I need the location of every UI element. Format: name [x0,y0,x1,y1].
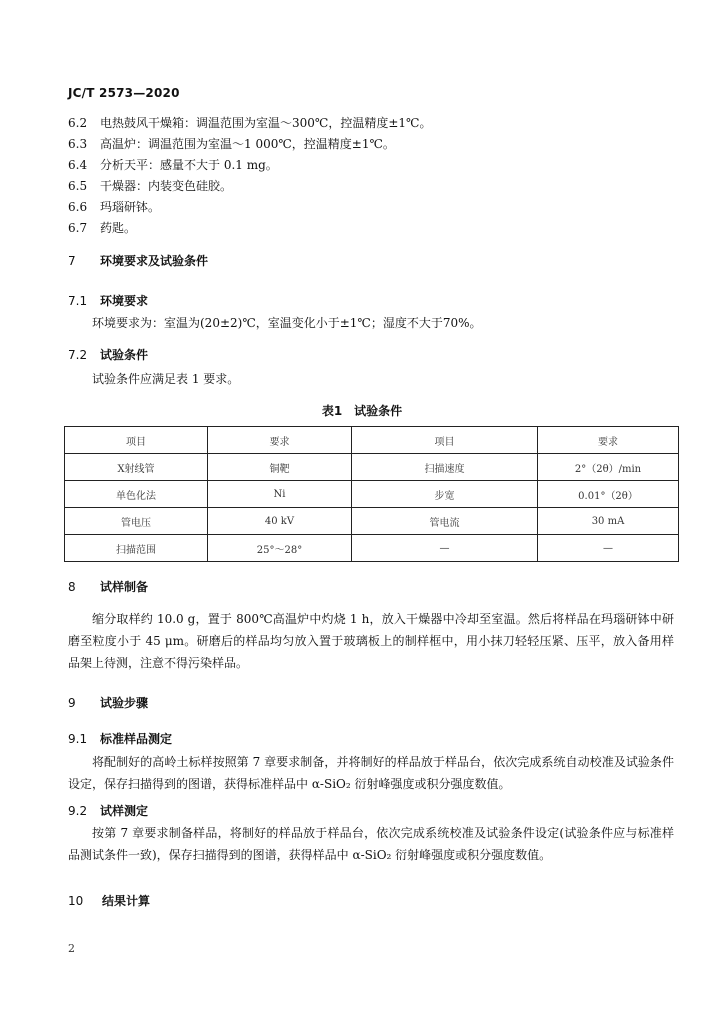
table-cell: — [538,535,679,562]
table-row [65,508,679,535]
table-cell: Ni [208,481,352,508]
section-title: 环境要求 [100,294,149,308]
section-heading-10 [68,892,150,909]
table-cell: 管电压 [65,508,208,535]
table-cell: 2°（2θ）/min [538,454,679,481]
paragraph-8: 缩分取样约 10.0 g，置于 800℃高温炉中灼烧 1 h，放入干燥器中冷却至室温。然后将样品在玛瑙研钵中研磨至粒度小于 45 μm。研磨后的样品均匀放入置于玻璃板上的制样框中，用小抹刀轻轻压紧、压平，放入备用样品架上待测，注意不得污染样品。 [68,612,674,670]
table-cell: — [352,535,538,562]
section-number: 8 [68,580,76,594]
item-number: 6.5 [68,179,88,193]
standard-code: JC/T 2573—2020 [68,86,180,100]
table-header-row [65,427,679,454]
section-number: 7.2 [68,348,88,362]
table-caption: 表1 试验条件 [321,404,403,418]
section-title: 结果计算 [102,894,151,908]
paragraph-9-1: 将配制好的高岭土标样按照第 7 章要求制备，并将制好的样品放于样品台，依次完成系统自动校准及试验条件设定，保存扫描得到的图谱，获得标准样品中 α-SiO₂ 衍射峰强度或积分强度数值。 [68,755,674,791]
item-text: 玛瑙研钵。 [100,200,161,214]
section-title: 环境要求及试验条件 [100,254,209,268]
item-number: 6.2 [68,116,88,130]
item-text: 干燥器：内装变色硅胶。 [100,179,233,193]
section-title: 试验条件 [100,348,149,362]
paragraph-9-2: 按第 7 章要求制备样品，将制好的样品放于样品台，依次完成系统校准及试验条件设定(试验条件应与标准样品测试条件一致)，保存扫描得到的图谱，获得样品中 α-SiO₂ 衍射峰强度或积分强度数值。 [68,826,674,862]
section-heading-9-2 [68,802,148,819]
item-number: 6.3 [68,137,88,151]
header-cell: 项目 [65,427,208,454]
table-cell: 扫描范围 [65,535,208,562]
table-cell: 30 mA [538,508,679,535]
table-cell: 管电流 [352,508,538,535]
list-item [68,114,431,131]
section-heading-7-1 [68,292,148,309]
list-item [68,198,160,215]
page-number: 2 [68,942,75,955]
section-number: 9.2 [68,804,88,818]
list-item [68,177,232,194]
section-heading-9 [68,694,148,711]
section-number: 10 [68,894,84,908]
header-cell: 项目 [352,427,538,454]
section-title: 试样测定 [100,804,149,818]
section-title: 标准样品测定 [100,732,173,746]
test-conditions-table [64,426,679,562]
table-cell: 单色化法 [65,481,208,508]
paragraph-7-1: 环境要求为：室温为(20±2)℃，室温变化小于±1℃；湿度不大于70%。 [92,316,482,330]
table-cell: 铜靶 [208,454,352,481]
section-heading-8 [68,578,148,595]
item-text: 高温炉：调温范围为室温～1 000℃，控温精度±1℃。 [100,137,395,151]
list-item [68,135,395,152]
section-number: 9.1 [68,732,88,746]
section-title: 试验步骤 [100,696,149,710]
item-number: 6.4 [68,158,88,172]
table-cell: 40 kV [208,508,352,535]
item-number: 6.6 [68,200,88,214]
table-row [65,481,679,508]
section-title: 试样制备 [100,580,149,594]
table-cell: 25°～28° [208,535,352,562]
header-cell: 要求 [538,427,679,454]
table-cell: 扫描速度 [352,454,538,481]
table-row [65,535,679,562]
paragraph-7-2: 试验条件应满足表 1 要求。 [92,372,240,386]
item-number: 6.7 [68,221,88,235]
header-cell: 要求 [208,427,352,454]
section-heading-9-1 [68,730,172,747]
table-cell: X射线管 [65,454,208,481]
table-cell: 步宽 [352,481,538,508]
table-row [65,454,679,481]
section-heading-7-2 [68,346,148,363]
section-number: 7.1 [68,294,88,308]
section-number: 9 [68,696,76,710]
table-cell: 0.01°（2θ） [538,481,679,508]
list-item [68,156,278,173]
item-text: 药匙。 [100,221,137,235]
list-item [68,219,136,236]
item-text: 分析天平：感量不大于 0.1 mg。 [100,158,278,172]
item-text: 电热鼓风干燥箱：调温范围为室温～300℃，控温精度±1℃。 [100,116,432,130]
section-heading-7 [68,252,208,269]
section-number: 7 [68,254,76,268]
